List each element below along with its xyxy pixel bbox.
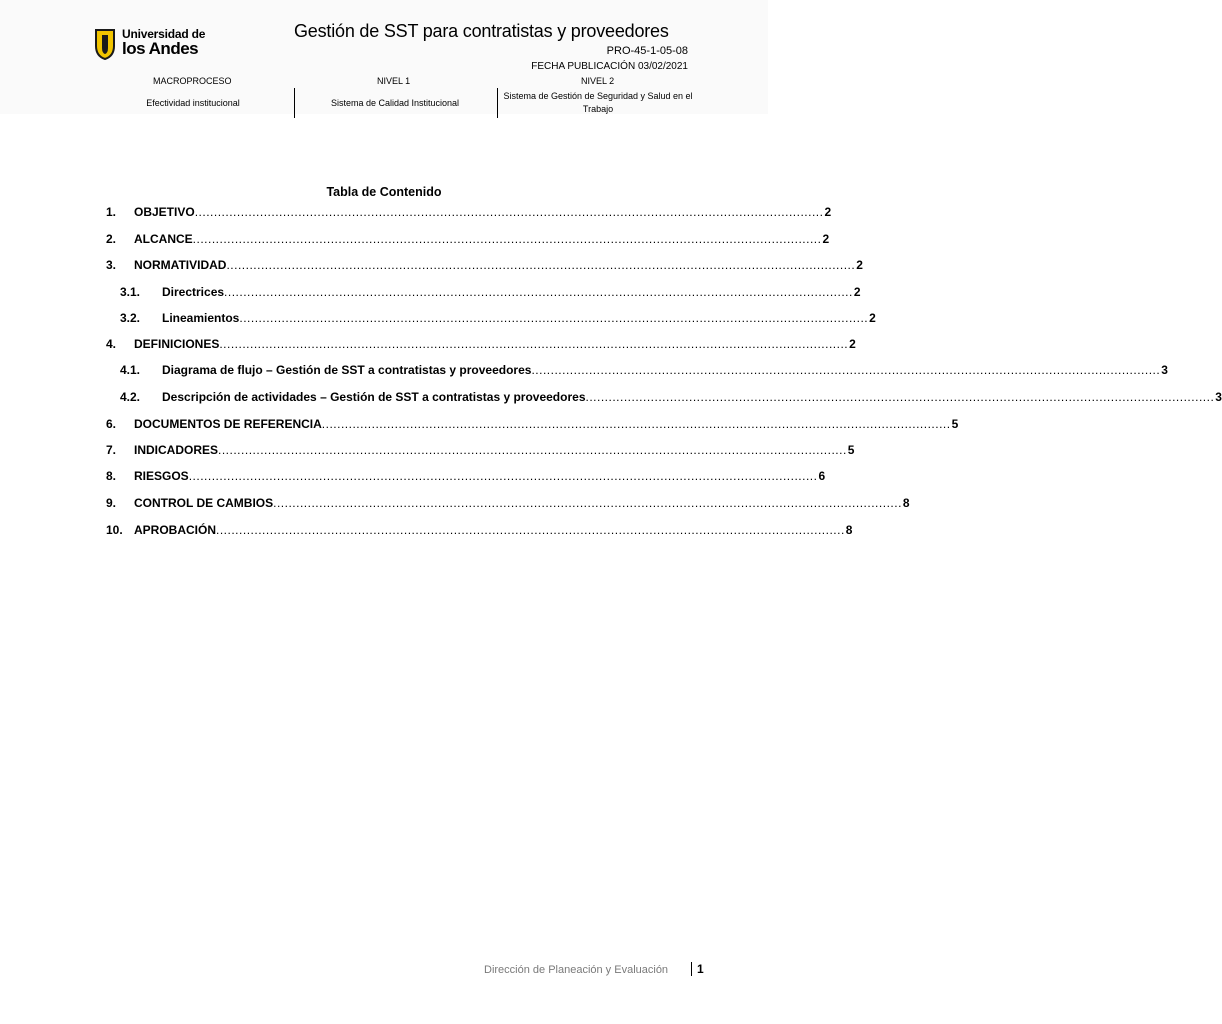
toc-entry[interactable] (106, 417, 959, 433)
toc-leader: .................................................................................................................................................................... (218, 443, 847, 457)
meta-divider (497, 88, 498, 118)
toc-entry-page: 2 (849, 337, 856, 351)
toc-leader: .................................................................................................................................................................... (585, 390, 1215, 404)
toc-entry-number: 4.1. (120, 363, 141, 377)
toc-entry[interactable] (106, 443, 855, 459)
footer-divider (691, 962, 692, 976)
toc-entry-number: 3.1. (120, 285, 141, 299)
toc-entry-label: CONTROL DE CAMBIOS (134, 496, 274, 510)
toc-entry-label: Directrices (162, 285, 225, 299)
toc-leader: .................................................................................................................................................................... (531, 363, 1161, 377)
toc-leader: .................................................................................................................................................................... (219, 337, 849, 351)
toc-entry-page: 2 (824, 205, 832, 219)
toc-entry-number: 9. (106, 496, 117, 510)
footer-department: Dirección de Planeación y Evaluación (484, 964, 669, 976)
toc-entry-number: 3. (106, 258, 117, 272)
toc-entry-page: 3 (1161, 363, 1168, 377)
toc-entry[interactable] (106, 523, 853, 539)
toc-entry-page: 3 (1215, 390, 1222, 404)
toc-leader: .................................................................................................................................................................... (224, 285, 853, 299)
toc-entry[interactable] (106, 285, 861, 301)
toc-leader: .................................................................................................................................................................... (239, 311, 869, 325)
toc-leader: .................................................................................................................................................................... (321, 417, 951, 431)
toc-entry[interactable] (106, 363, 1168, 379)
toc-entry-number: 8. (106, 469, 117, 483)
toc-entry-label: APROBACIÓN (134, 523, 217, 537)
toc-entry-label: RIESGOS (134, 469, 189, 483)
toc-entry-page: 5 (847, 443, 855, 457)
toc-entry-label: Diagrama de flujo – Gestión de SST a contratistas y proveedores (162, 363, 532, 377)
page-number: 1 (697, 962, 704, 976)
toc-entry-page: 5 (951, 417, 959, 431)
meta-label-macroproceso: MACROPROCESO (153, 76, 232, 86)
toc-entry-page: 2 (853, 285, 861, 299)
toc-entry-number: 4. (106, 337, 117, 351)
document-title: Gestión de SST para contratistas y proveedores (294, 21, 669, 41)
toc-entry-number: 10. (106, 523, 123, 537)
meta-label-nivel1: NIVEL 1 (377, 76, 411, 86)
toc-entry[interactable] (106, 496, 910, 512)
toc-leader: .................................................................................................................................................................... (216, 523, 845, 537)
toc-leader: .................................................................................................................................................................... (226, 258, 856, 272)
toc-entry-number: 1. (106, 205, 117, 219)
toc-entry-label: Lineamientos (162, 311, 240, 325)
meta-label-nivel2: NIVEL 2 (581, 76, 615, 86)
toc-leader: .................................................................................................................................................................... (194, 205, 824, 219)
toc-entry[interactable] (106, 258, 863, 274)
toc-entry[interactable] (106, 390, 1222, 406)
toc-entry-page: 2 (856, 258, 863, 272)
toc-entry[interactable] (106, 469, 826, 485)
toc-entry-number: 2. (106, 232, 117, 246)
toc-entry[interactable] (106, 337, 856, 353)
shield-logo-icon (94, 28, 116, 60)
toc-entry-label: ALCANCE (134, 232, 193, 246)
toc-entry-page: 8 (845, 523, 853, 537)
meta-value-nivel1: Sistema de Calidad Institucional (330, 98, 460, 108)
publication-date: FECHA PUBLICACIÓN 03/02/2021 (531, 61, 688, 72)
meta-value-nivel2: Sistema de Gestión de Seguridad y Salud en el Trabajo (503, 91, 693, 114)
toc-entry-label: NORMATIVIDAD (134, 258, 227, 272)
toc-entry[interactable] (106, 311, 876, 327)
toc-entry-number: 7. (106, 443, 117, 457)
university-logo (94, 26, 204, 62)
document-code: PRO-45-1-05-08 (606, 45, 688, 57)
meta-value-macroproceso: Efectividad institucional (146, 98, 240, 108)
toc-entry[interactable] (106, 232, 830, 248)
toc-title: Tabla de Contenido (326, 185, 442, 199)
toc-entry-page: 2 (822, 232, 830, 246)
toc-entry-page: 8 (902, 496, 910, 510)
toc-entry-number: 4.2. (120, 390, 141, 404)
toc-entry-label: OBJETIVO (134, 205, 195, 219)
meta-divider (294, 88, 295, 118)
toc-entry-label: INDICADORES (134, 443, 219, 457)
toc-entry-number: 6. (106, 417, 117, 431)
logo-text-line2: los Andes (122, 39, 199, 58)
toc-leader: .................................................................................................................................................................... (192, 232, 822, 246)
toc-leader: .................................................................................................................................................................... (188, 469, 818, 483)
toc-entry-number: 3.2. (120, 311, 141, 325)
logo-text-line1: Universidad de (122, 27, 206, 41)
toc-entry-label: Descripción de actividades – Gestión de SST a contratistas y proveedores (162, 390, 586, 404)
document-header (0, 0, 768, 114)
toc-entry-label: DOCUMENTOS DE REFERENCIA (134, 417, 322, 431)
toc-entry-label: DEFINICIONES (134, 337, 220, 351)
toc-leader: .................................................................................................................................................................... (273, 496, 902, 510)
toc-entry-page: 2 (869, 311, 876, 325)
toc-entry[interactable] (106, 205, 832, 221)
toc-entry-page: 6 (818, 469, 826, 483)
